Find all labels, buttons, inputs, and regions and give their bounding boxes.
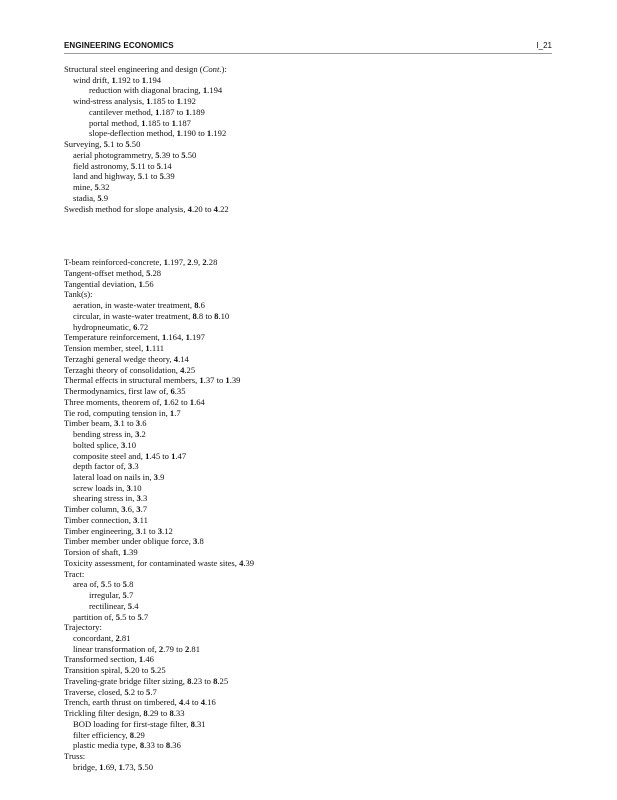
- index-entry: Timber engineering, 3.1 to 3.12: [64, 525, 173, 536]
- index-subentry: field astronomy, 5.11 to 5.14: [73, 160, 172, 171]
- index-entry: Thermodynamics, first law of, 6.35: [64, 386, 186, 397]
- index-subentry: BOD loading for first-stage filter, 8.31: [73, 718, 206, 729]
- index-entry: Trickling filter design, 8.29 to 8.33: [64, 708, 185, 719]
- index-entry: Swedish method for slope analysis, 4.20 to 4.22: [64, 203, 229, 214]
- index-entry: Tie rod, computing tension in, 1.7: [64, 407, 181, 418]
- index-subentry: aeration, in waste-water treatment, 8.6: [73, 300, 205, 311]
- index-entry: Thermal effects in structural members, 1.37 to 1.39: [64, 375, 241, 386]
- index-subentry: composite steel and, 1.45 to 1.47: [73, 450, 187, 461]
- index-subentry: aerial photogrammetry, 5.39 to 5.50: [73, 149, 197, 160]
- index-entry: Traveling-grate bridge filter sizing, 8.23 to 8.25: [64, 675, 229, 686]
- index-subentry: circular, in waste-water treatment, 8.8 to 8.10: [73, 310, 230, 321]
- index-entry: Toxicity assessment, for contaminated waste sites, 4.39: [64, 557, 255, 568]
- index-entry: Torsion of shaft, 1.39: [64, 547, 138, 558]
- index-subentry: mine, 5.32: [73, 182, 110, 193]
- index-entry: Terzaghi theory of consolidation, 4.25: [64, 364, 196, 375]
- index-entry: Truss:: [64, 751, 86, 762]
- index-subentry: slope-deflection method, 1.190 to 1.192: [89, 128, 227, 139]
- index-subentry: portal method, 1.185 to 1.187: [89, 117, 191, 128]
- index-entry: Terzaghi general wedge theory, 4.14: [64, 353, 189, 364]
- index-entry: Timber connection, 3.11: [64, 514, 148, 525]
- index-subentry: concordant, 2.81: [73, 632, 131, 643]
- index-subentry: hydropneumatic, 6.72: [73, 321, 149, 332]
- index-subentry: wind drift, 1.192 to 1.194: [73, 74, 162, 85]
- index-subentry: linear transformation of, 2.79 to 2.81: [73, 643, 200, 654]
- index-entry: Traverse, closed, 5.2 to 5.7: [64, 686, 157, 697]
- index-entry: Tank(s):: [64, 289, 93, 300]
- index-subentry: shearing stress in, 3.3: [73, 493, 148, 504]
- index-entry: Surveying, 5.1 to 5.50: [64, 139, 141, 150]
- section-gap: [64, 214, 564, 257]
- index-entry: Tract:: [64, 568, 85, 579]
- index-section: [64, 257, 564, 772]
- index-subentry: bridge, 1.69, 1.73, 5.50: [73, 761, 153, 772]
- index-section: [64, 64, 564, 214]
- index-subentry: area of, 5.5 to 5.8: [73, 579, 134, 590]
- index-entry: Temperature reinforcement, 1.164, 1.197: [64, 332, 205, 343]
- index-entry: Timber column, 3.6, 3.7: [64, 504, 148, 515]
- index-subentry: partition of, 5.5 to 5.7: [73, 611, 149, 622]
- running-header: [64, 39, 552, 54]
- index-entry: Tension member, steel, 1.111: [64, 343, 165, 354]
- index-subentry: land and highway, 5.1 to 5.39: [73, 171, 175, 182]
- index-subentry: cantilever method, 1.187 to 1.189: [89, 106, 205, 117]
- index-body: [64, 64, 564, 773]
- index-subentry: plastic media type, 8.33 to 8.36: [73, 740, 181, 751]
- index-entry: Timber member under oblique force, 3.8: [64, 536, 204, 547]
- index-entry: Trench, earth thrust on timbered, 4.4 to 4.16: [64, 697, 216, 708]
- index-subentry: bending stress in, 3.2: [73, 429, 146, 440]
- index-entry: Trajectory:: [64, 622, 102, 633]
- index-subentry: screw loads in, 3.10: [73, 482, 142, 493]
- index-subentry: depth factor of, 3.3: [73, 461, 139, 472]
- index-entry: Transition spiral, 5.20 to 5.25: [64, 665, 166, 676]
- book-title: ENGINEERING ECONOMICS: [64, 41, 174, 50]
- index-entry: Timber beam, 3.1 to 3.6: [64, 418, 147, 429]
- index-subentry: irregular, 5.7: [89, 590, 134, 601]
- index-entry: Tangent-offset method, 5.28: [64, 268, 162, 279]
- page-number: I_21: [536, 41, 552, 50]
- index-subentry: lateral load on nails in, 3.9: [73, 471, 165, 482]
- index-subentry: wind-stress analysis, 1.185 to 1.192: [73, 96, 196, 107]
- index-entry: Transformed section, 1.46: [64, 654, 154, 665]
- index-subentry: rectilinear, 5.4: [89, 600, 139, 611]
- index-entry: Tangential deviation, 1.56: [64, 278, 154, 289]
- index-subentry: reduction with diagonal bracing, 1.194: [89, 85, 223, 96]
- index-entry: Three moments, theorem of, 1.62 to 1.64: [64, 396, 205, 407]
- index-subentry: bolted splice, 3.10: [73, 439, 137, 450]
- index-subentry: stadia, 5.9: [73, 192, 109, 203]
- index-entry: Structural steel engineering and design (Cont.):: [64, 64, 227, 74]
- index-entry: T-beam reinforced-concrete, 1.197, 2.9, 2.28: [64, 257, 218, 268]
- index-subentry: filter efficiency, 8.29: [73, 729, 145, 740]
